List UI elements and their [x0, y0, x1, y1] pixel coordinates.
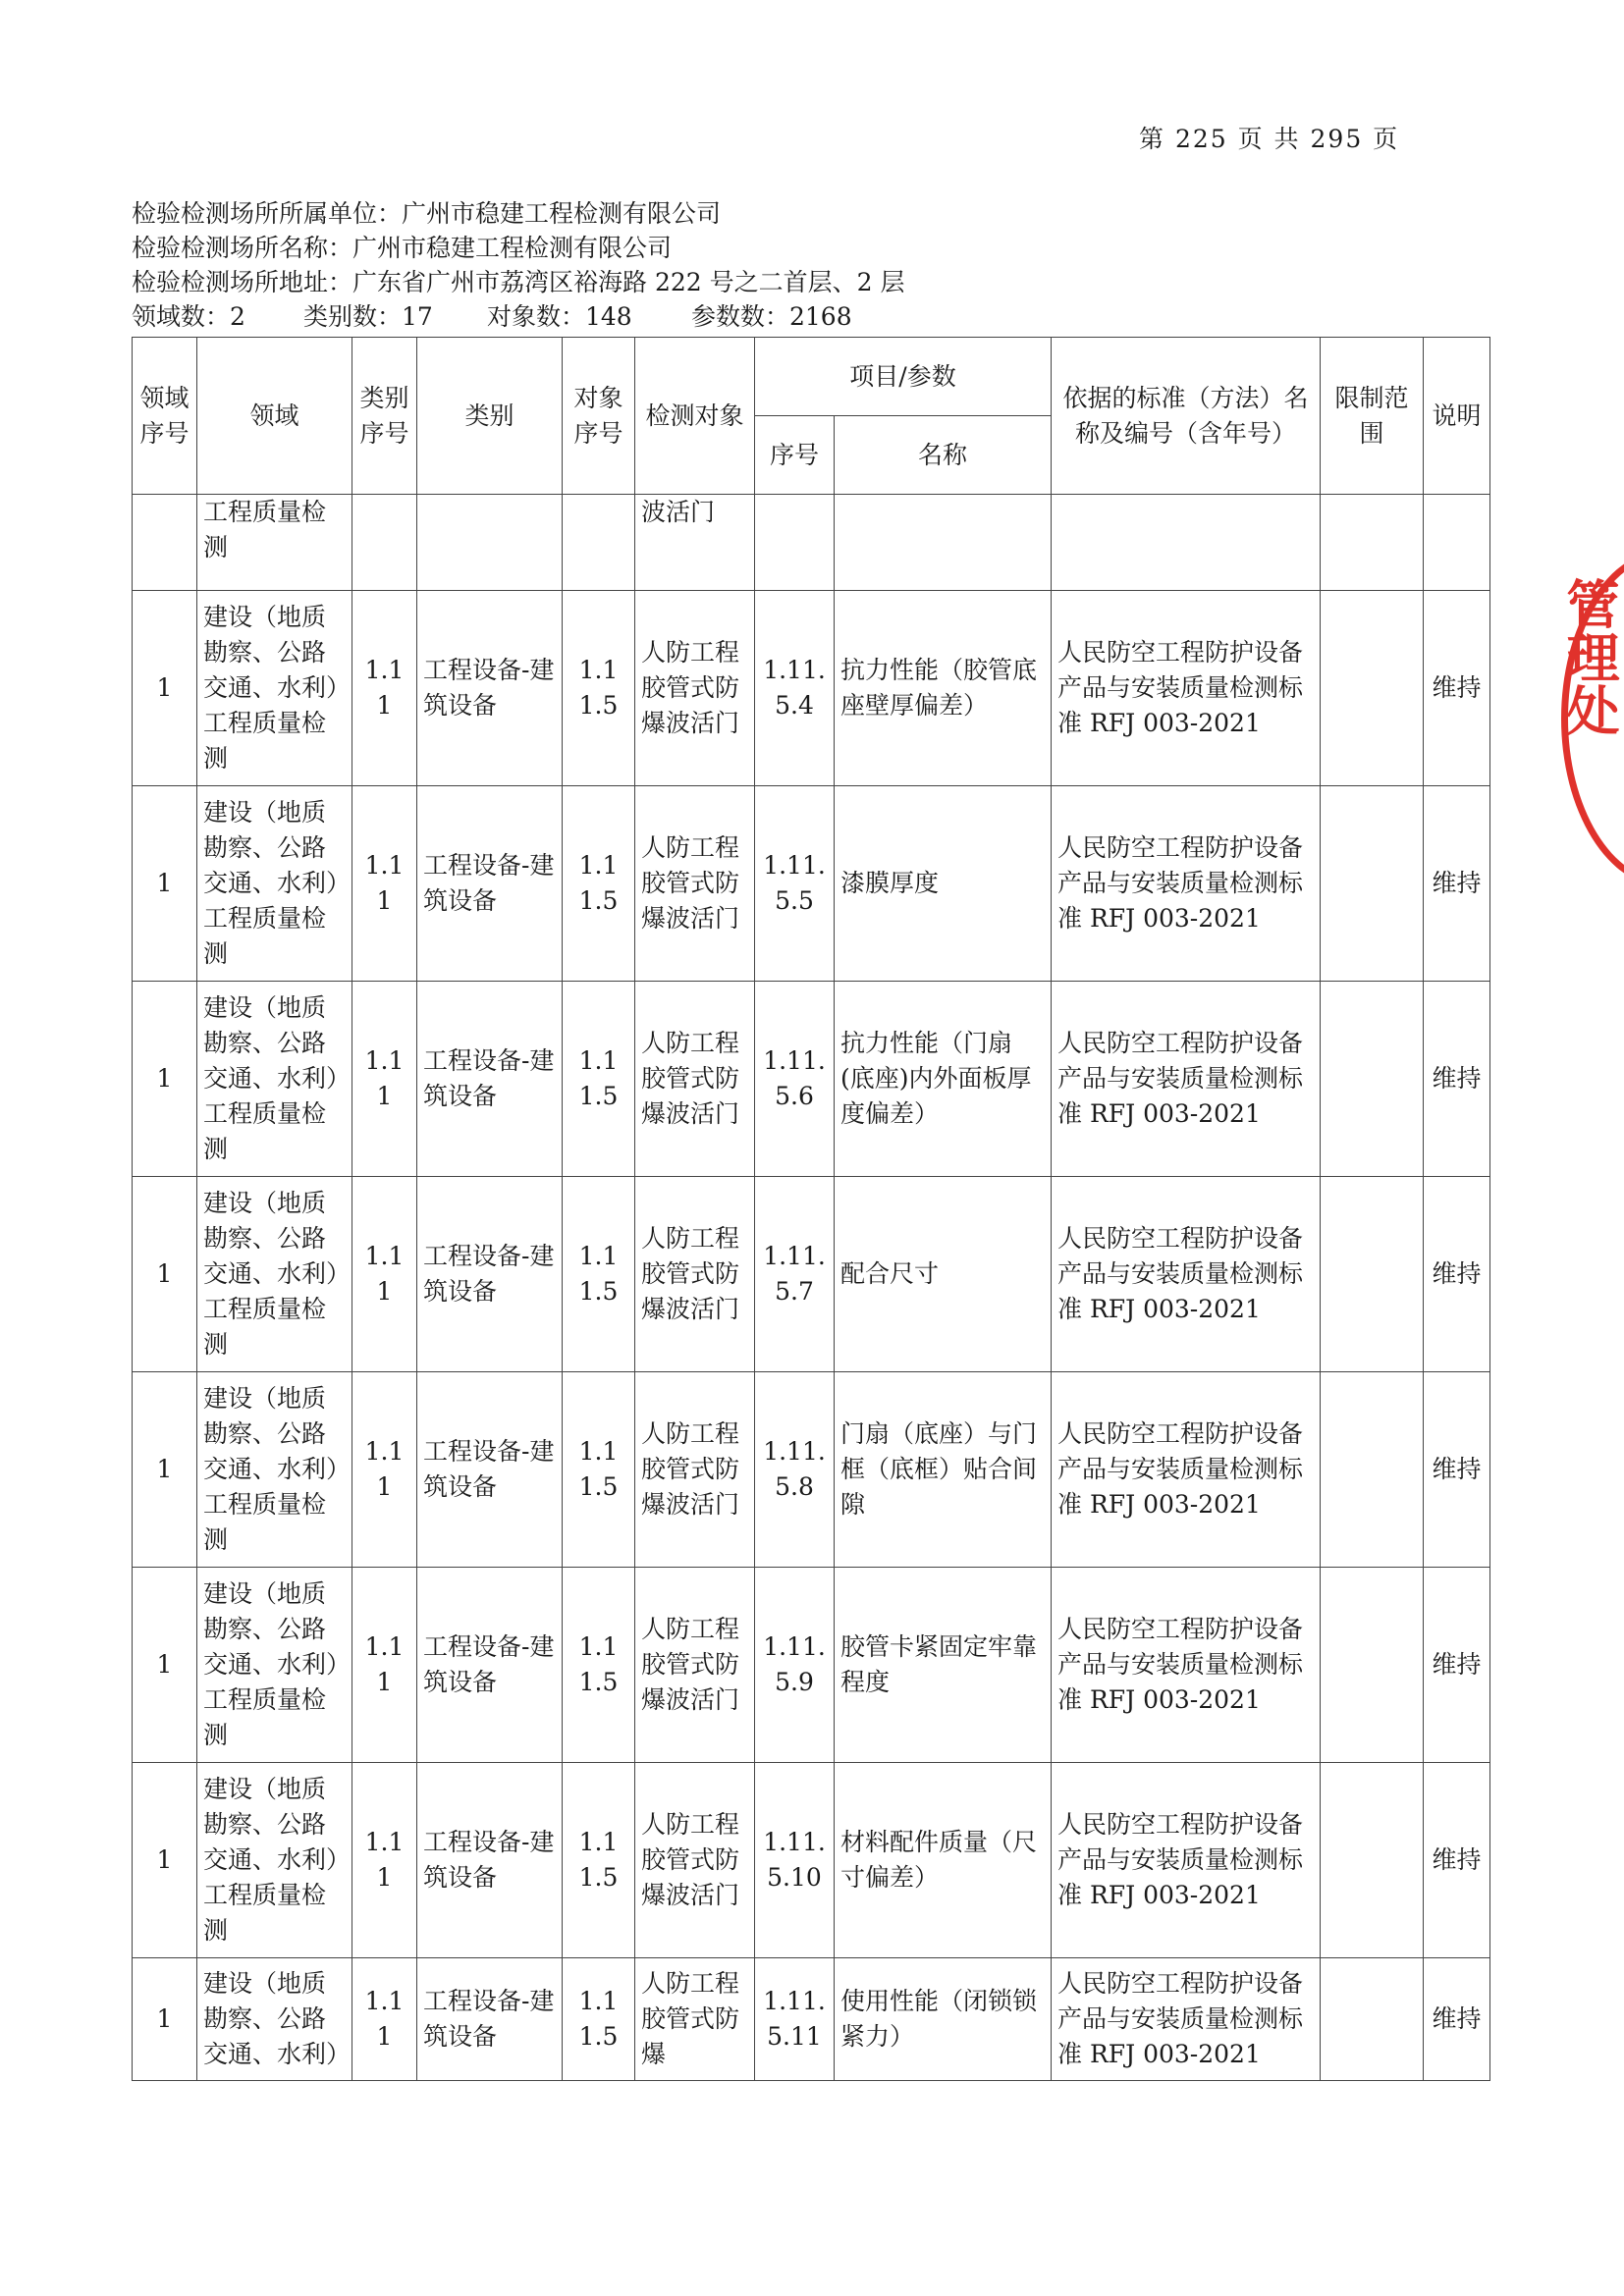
cell-standard: 人民防空工程防护设备产品与安装质量检测标准 RFJ 003-2021 — [1052, 982, 1321, 1177]
cell-limit — [1321, 591, 1424, 786]
cell-limit — [1321, 1177, 1424, 1372]
cell-limit — [1321, 1372, 1424, 1568]
cell-object: 人防工程胶管式防爆波活门 — [635, 1763, 755, 1958]
summary-counts — [132, 299, 904, 334]
cell-category: 工程设备-建筑设备 — [417, 1568, 563, 1763]
site-name: 检验检测场所名称：广州市稳建工程检测有限公司 — [132, 234, 673, 262]
cell-item-name: 漆膜厚度 — [835, 786, 1052, 982]
table-row — [133, 1177, 1490, 1372]
cell-limit — [1321, 1763, 1424, 1958]
header-limit: 限制范围 — [1321, 338, 1424, 495]
cell-standard: 人民防空工程防护设备产品与安装质量检测标准 RFJ 003-2021 — [1052, 1958, 1321, 2081]
cell-standard: 人民防空工程防护设备产品与安装质量检测标准 RFJ 003-2021 — [1052, 786, 1321, 982]
cell-domain-no — [133, 495, 197, 591]
cell-item-no: 1.11.5.9 — [755, 1568, 835, 1763]
cell-item-no: 1.11.5.10 — [755, 1763, 835, 1958]
cell-limit — [1321, 495, 1424, 591]
cell-category-no: 1.11 — [352, 1568, 417, 1763]
header-domain: 领域 — [197, 338, 352, 495]
cell-object-no: 1.11.5 — [563, 591, 635, 786]
header-object-no: 对象序号 — [563, 338, 635, 495]
header-item-name: 名称 — [835, 416, 1052, 495]
table-row-continuation — [133, 495, 1490, 591]
cell-note: 维持 — [1424, 1372, 1490, 1568]
page-number: 第 225 页 共 295 页 — [1139, 125, 1400, 153]
cell-object-no: 1.11.5 — [563, 1372, 635, 1568]
site-address: 检验检测场所地址：广东省广州市荔湾区裕海路 222 号之二首层、2 层 — [132, 268, 905, 296]
cell-item-name: 门扇（底座）与门框（底框）贴合间隙 — [835, 1372, 1052, 1568]
cell-category-no: 1.11 — [352, 786, 417, 982]
document-header — [132, 196, 904, 334]
cell-domain-no: 1 — [133, 1568, 197, 1763]
header-standard: 依据的标准（方法）名称及编号（含年号） — [1052, 338, 1321, 495]
cell-limit — [1321, 786, 1424, 982]
cell-note: 维持 — [1424, 982, 1490, 1177]
cell-category — [417, 495, 563, 591]
header-note: 说明 — [1424, 338, 1490, 495]
cell-category-no — [352, 495, 417, 591]
cell-domain: 建设（地质勘察、公路交通、水利） — [197, 1958, 352, 2081]
cell-object: 人防工程胶管式防爆波活门 — [635, 786, 755, 982]
table-row — [133, 786, 1490, 982]
cell-item-name: 抗力性能（胶管底座壁厚偏差） — [835, 591, 1052, 786]
affiliated-unit: 检验检测场所所属单位：广州市稳建工程检测有限公司 — [132, 199, 722, 228]
cell-item-name: 使用性能（闭锁锁紧力） — [835, 1958, 1052, 2081]
header-row-1 — [133, 338, 1490, 416]
cell-item-no: 1.11.5.11 — [755, 1958, 835, 2081]
cell-category: 工程设备-建筑设备 — [417, 591, 563, 786]
header-domain-no: 领域序号 — [133, 338, 197, 495]
cell-domain-no: 1 — [133, 1958, 197, 2081]
header-category: 类别 — [417, 338, 563, 495]
cell-note: 维持 — [1424, 591, 1490, 786]
cell-item-no — [755, 495, 835, 591]
cell-note: 维持 — [1424, 1958, 1490, 2081]
cell-object-no: 1.11.5 — [563, 1763, 635, 1958]
header-item-no: 序号 — [755, 416, 835, 495]
cell-domain: 建设（地质勘察、公路交通、水利）工程质量检测 — [197, 982, 352, 1177]
cell-object: 人防工程胶管式防爆波活门 — [635, 982, 755, 1177]
cell-standard: 人民防空工程防护设备产品与安装质量检测标准 RFJ 003-2021 — [1052, 1763, 1321, 1958]
scope-table — [132, 337, 1490, 2081]
cell-category-no: 1.11 — [352, 982, 417, 1177]
cell-standard — [1052, 495, 1321, 591]
cell-domain-no: 1 — [133, 786, 197, 982]
cell-note — [1424, 495, 1490, 591]
cell-category: 工程设备-建筑设备 — [417, 982, 563, 1177]
cell-standard: 人民防空工程防护设备产品与安装质量检测标准 RFJ 003-2021 — [1052, 1568, 1321, 1763]
cell-item-name — [835, 495, 1052, 591]
cell-item-no: 1.11.5.8 — [755, 1372, 835, 1568]
header-item: 项目/参数 — [755, 338, 1052, 416]
cell-object: 波活门 — [635, 495, 755, 591]
cell-object-no — [563, 495, 635, 591]
cell-domain: 建设（地质勘察、公路交通、水利）工程质量检测 — [197, 1568, 352, 1763]
table-row — [133, 591, 1490, 786]
cell-domain-no: 1 — [133, 1372, 197, 1568]
cell-note: 维持 — [1424, 1763, 1490, 1958]
cell-standard: 人民防空工程防护设备产品与安装质量检测标准 RFJ 003-2021 — [1052, 1177, 1321, 1372]
cell-item-no: 1.11.5.6 — [755, 982, 835, 1177]
cell-object-no: 1.11.5 — [563, 1568, 635, 1763]
table-row — [133, 1372, 1490, 1568]
cell-object: 人防工程胶管式防爆波活门 — [635, 1177, 755, 1372]
cell-item-no: 1.11.5.7 — [755, 1177, 835, 1372]
cell-standard: 人民防空工程防护设备产品与安装质量检测标准 RFJ 003-2021 — [1052, 591, 1321, 786]
table-row — [133, 982, 1490, 1177]
header-object: 检测对象 — [635, 338, 755, 495]
table-row — [133, 1958, 1490, 2081]
cell-object-no: 1.11.5 — [563, 982, 635, 1177]
cell-category-no: 1.11 — [352, 591, 417, 786]
domain-count: 领域数：2 — [132, 302, 245, 331]
cell-object-no: 1.11.5 — [563, 1958, 635, 2081]
cell-note: 维持 — [1424, 1177, 1490, 1372]
table-row — [133, 1568, 1490, 1763]
cell-item-no: 1.11.5.4 — [755, 591, 835, 786]
cell-category: 工程设备-建筑设备 — [417, 1958, 563, 2081]
cell-limit — [1321, 982, 1424, 1177]
cell-object: 人防工程胶管式防爆 — [635, 1958, 755, 2081]
cell-limit — [1321, 1958, 1424, 2081]
header-category-no: 类别序号 — [352, 338, 417, 495]
cell-object-no: 1.11.5 — [563, 1177, 635, 1372]
cell-item-no: 1.11.5.5 — [755, 786, 835, 982]
cell-note: 维持 — [1424, 1568, 1490, 1763]
cell-domain: 建设（地质勘察、公路交通、水利）工程质量检测 — [197, 786, 352, 982]
table-row — [133, 1763, 1490, 1958]
cell-domain: 建设（地质勘察、公路交通、水利）工程质量检测 — [197, 591, 352, 786]
cell-category-no: 1.11 — [352, 1372, 417, 1568]
cell-category-no: 1.11 — [352, 1763, 417, 1958]
cell-category-no: 1.11 — [352, 1958, 417, 2081]
cell-standard: 人民防空工程防护设备产品与安装质量检测标准 RFJ 003-2021 — [1052, 1372, 1321, 1568]
cell-category: 工程设备-建筑设备 — [417, 1177, 563, 1372]
cell-item-name: 配合尺寸 — [835, 1177, 1052, 1372]
cell-domain-no: 1 — [133, 591, 197, 786]
cell-domain: 建设（地质勘察、公路交通、水利）工程质量检测 — [197, 1177, 352, 1372]
object-count: 对象数：148 — [487, 302, 632, 331]
cell-domain-no: 1 — [133, 1763, 197, 1958]
cell-category: 工程设备-建筑设备 — [417, 1372, 563, 1568]
cell-item-name: 抗力性能（门扇(底座)内外面板厚度偏差） — [835, 982, 1052, 1177]
cell-domain: 建设（地质勘察、公路交通、水利）工程质量检测 — [197, 1372, 352, 1568]
cell-domain-no: 1 — [133, 1177, 197, 1372]
cell-object: 人防工程胶管式防爆波活门 — [635, 1568, 755, 1763]
cell-note: 维持 — [1424, 786, 1490, 982]
cell-object: 人防工程胶管式防爆波活门 — [635, 591, 755, 786]
cell-category-no: 1.11 — [352, 1177, 417, 1372]
cell-object: 人防工程胶管式防爆波活门 — [635, 1372, 755, 1568]
cell-item-name: 胶管卡紧固定牢靠程度 — [835, 1568, 1052, 1763]
cell-category: 工程设备-建筑设备 — [417, 786, 563, 982]
cell-category: 工程设备-建筑设备 — [417, 1763, 563, 1958]
cell-domain: 建设（地质勘察、公路交通、水利）工程质量检测 — [197, 1763, 352, 1958]
cell-object-no: 1.11.5 — [563, 786, 635, 982]
seal-text: 管理处 — [1558, 577, 1621, 736]
cell-domain: 工程质量检测 — [197, 495, 352, 591]
cell-domain-no: 1 — [133, 982, 197, 1177]
param-count: 参数数：2168 — [691, 302, 852, 331]
cell-item-name: 材料配件质量（尺寸偏差） — [835, 1763, 1052, 1958]
cell-limit — [1321, 1568, 1424, 1763]
category-count: 类别数：17 — [303, 302, 433, 331]
